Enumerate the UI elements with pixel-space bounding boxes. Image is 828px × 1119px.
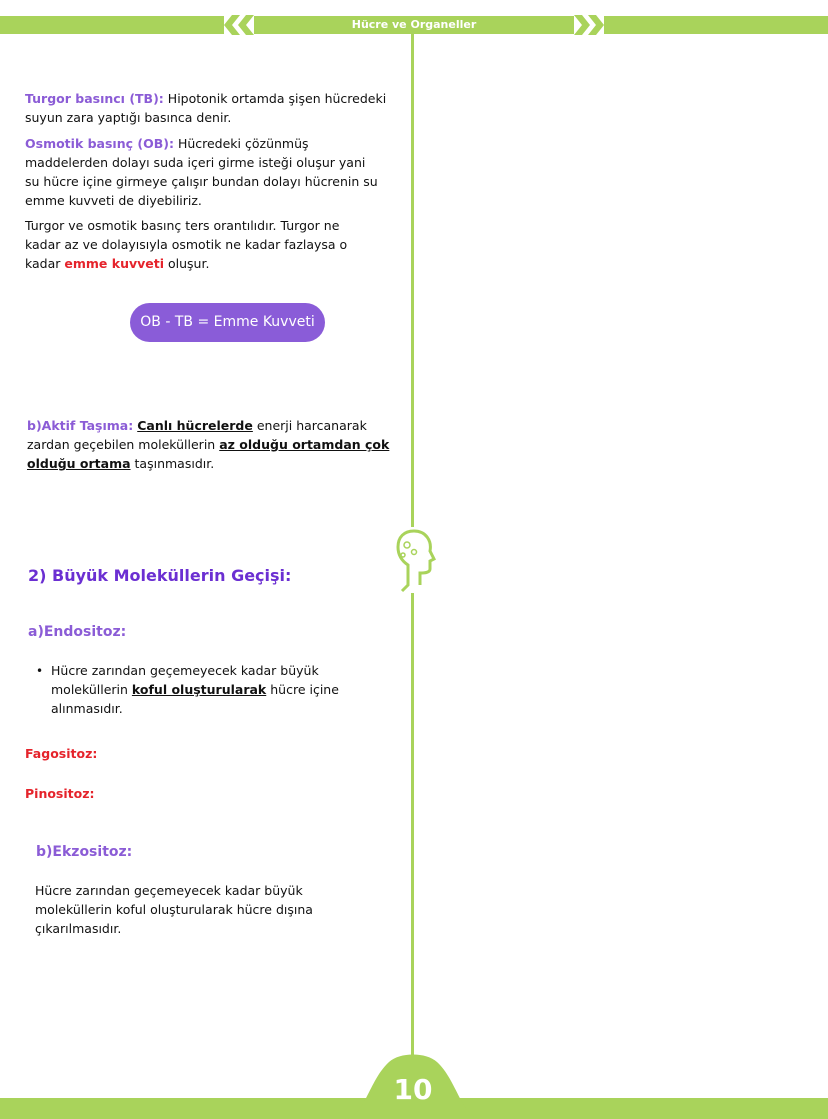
section-2-title: 2) Büyük Moleküllerin Geçişi: <box>28 566 292 585</box>
relation-line-3-post: oluşur. <box>168 256 210 271</box>
ekzositoz-l3: çıkarılmasıdır. <box>35 921 122 936</box>
emme-kuvveti-highlight: emme kuvveti <box>64 256 165 271</box>
relation-line-3-pre: kadar <box>25 256 61 271</box>
ekzositoz-title: b)Ekzositoz: <box>36 844 133 860</box>
aktif-u3: olduğu ortama <box>27 456 131 471</box>
endositoz-bullet <box>51 661 391 718</box>
aktif-t3: taşınmasıdır. <box>134 456 215 471</box>
endositoz-b2-pre: moleküllerin <box>51 682 128 697</box>
endositoz-title: a)Endositoz: <box>28 624 127 640</box>
turgor-term: Turgor basıncı (TB): <box>25 91 164 106</box>
header-title: Hücre ve Organeller <box>351 18 477 31</box>
turgor-text-1: Hipotonik ortamda şişen hücredeki <box>167 91 387 106</box>
osmotik-text-4: emme kuvveti de diyebiliriz. <box>25 193 202 208</box>
double-chevron-left-icon <box>224 15 270 35</box>
ekzositoz-l2: moleküllerin koful oluşturularak hücre dışına <box>35 902 313 917</box>
ekzositoz-paragraph <box>35 881 375 938</box>
bullet-icon: • <box>36 664 44 678</box>
turgor-paragraph <box>25 89 405 127</box>
endositoz-b2-underline: koful oluşturularak <box>131 682 267 697</box>
turgor-text-2: suyun zara yaptığı basınca denir. <box>25 110 232 125</box>
aktif-t1: enerji harcanarak <box>256 418 367 433</box>
formula-pill: OB - TB = Emme Kuvveti <box>130 303 325 342</box>
ekzositoz-l1: Hücre zarından geçemeyecek kadar büyük <box>35 883 303 898</box>
pinositoz-label: Pinositoz: <box>25 786 95 801</box>
osmotik-term: Osmotik basınç (OB): <box>25 136 174 151</box>
osmotik-text-2: maddelerden dolayı suda içeri girme isteği oluşur yani <box>25 155 366 170</box>
osmotik-text-3: su hücre içine girmeye çalışır bundan dolayı hücrenin su <box>25 174 378 189</box>
relation-line-2: kadar az ve dolayısıyla osmotik ne kadar fazlaysa o <box>25 237 348 252</box>
endositoz-b1: Hücre zarından geçemeyecek kadar büyük <box>51 663 319 678</box>
relation-paragraph <box>25 216 405 273</box>
double-chevron-right-icon <box>558 15 604 35</box>
aktif-tasima-paragraph <box>27 416 407 473</box>
endositoz-b3: alınmasıdır. <box>51 701 123 716</box>
endositoz-b2-post: hücre içine <box>270 682 339 697</box>
aktif-u1: Canlı hücrelerde <box>137 418 253 433</box>
head-profile-icon <box>390 525 436 595</box>
osmotik-paragraph <box>25 134 405 210</box>
aktif-t2: zardan geçebilen moleküllerin <box>27 437 216 452</box>
page-number: 10 <box>393 1073 433 1106</box>
aktif-tasima-term: b)Aktif Taşıma: <box>27 418 134 433</box>
aktif-u2: az olduğu ortamdan çok <box>219 437 390 452</box>
osmotik-text-1: Hücredeki çözünmüş <box>177 136 309 151</box>
relation-line-1: Turgor ve osmotik basınç ters orantılıdır. Turgor ne <box>25 218 340 233</box>
fagositoz-label: Fagositoz: <box>25 746 98 761</box>
